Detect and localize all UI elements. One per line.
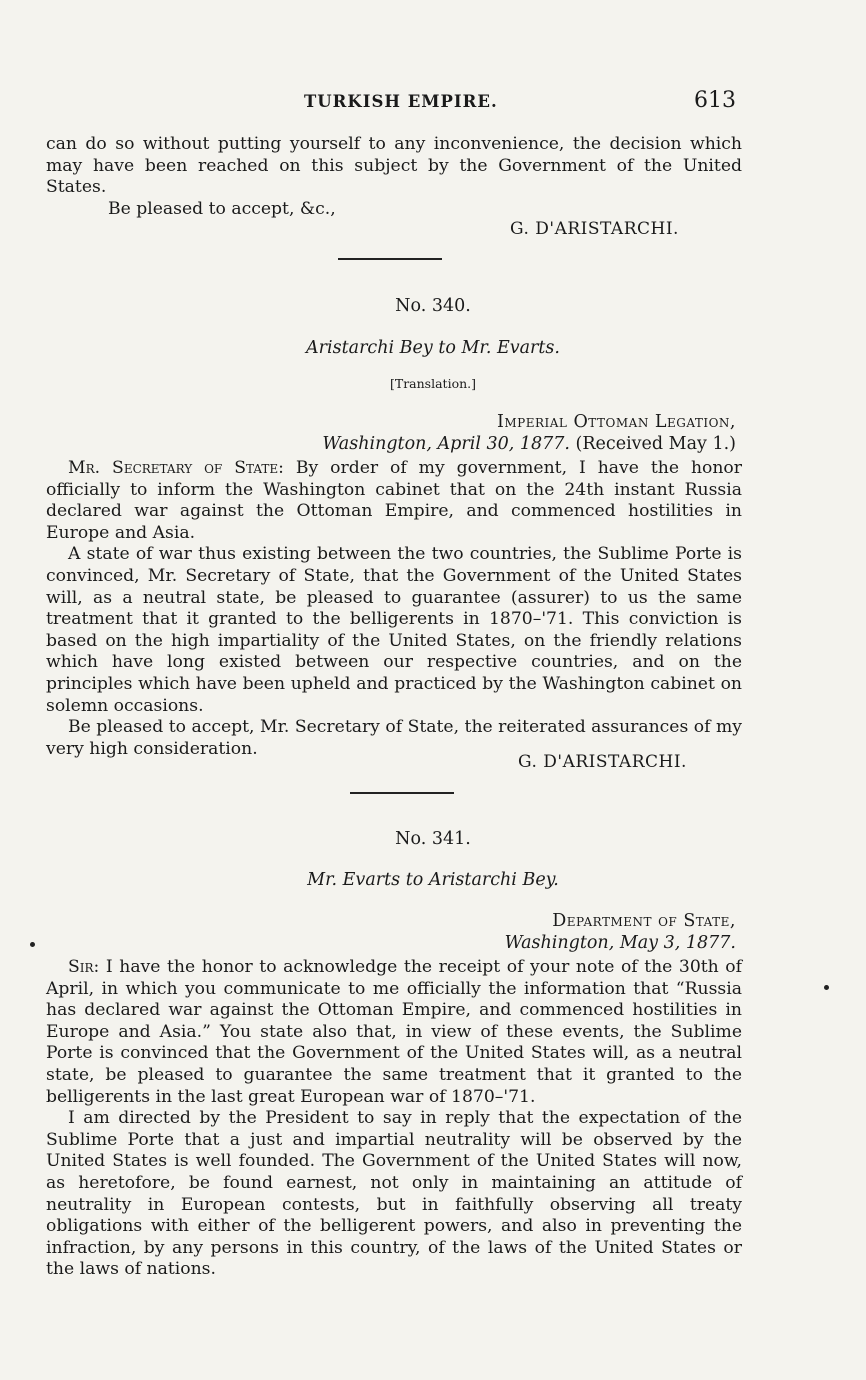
doc-340-signature: G. D'ARISTARCHI. [518,752,687,772]
doc-340-number: No. 340. [395,296,471,316]
continuation-signature: G. D'ARISTARCHI. [510,219,679,239]
page-number: 613 [694,88,736,113]
page-header [300,88,740,118]
doc-340-address [322,411,736,455]
doc-341-paragraph-1 [46,957,742,1108]
doc-340-paragraph-2: A state of war thus existing between the two countries, the Sublime Porte is convinced, Mr. Secretary of State, that the Government of the United States will, as a neutral state, be pleased to guarantee (assurer) to us the same treatment that it granted to the belligerents in 1870–'71. This conviction is based on the high impartiality of the United States, on the friendly relations which have long existed between our respective countries, and on the principles which have been upheld and practiced by the Washington cabinet on solemn occasions. [46,544,742,716]
section-divider [350,792,454,794]
doc-341-paragraph-2: I am directed by the President to say in reply that the expectation of the Sublime Porte that a just and impartial neutrality will be observed by the United States is well founded. The Government of the United States will now, as heretofore, be found earnest, not only in maintaining an attitude of neutrality in European contests, but in faithfully observing all treaty obligations with either of the belligerent powers, and also in preventing the infraction, by any persons in this country, of the laws of the United States or the laws of nations. [46,1108,742,1280]
doc-341-title: Mr. Evarts to Aristarchi Bey. [307,870,559,890]
continuation-closing: Be pleased to accept, &c., [108,198,336,219]
doc-340-org: Imperial Ottoman Legation, [496,412,736,432]
doc-340-title: Aristarchi Bey to Mr. Evarts. [306,338,560,358]
doc-341-place-date: Washington, May 3, 1877. [504,933,736,953]
doc-340-salutation: Mr. Secretary of State: [68,458,284,478]
doc-341-body [46,957,742,1281]
continuation-text [46,134,742,220]
doc-341-paragraph-1-text: I have the honor to acknowledge the receipt of your note of the 30th of April, in which you communicate to me officially the information that “Russia has declared war against the Ottoman Empire, and commenced hostilities in Europe and Asia.” You state also that, in view of these events, the Sublime Porte is convinced that the Government of the United States will, as a neutral state, be pleased to guarantee the same treatment that it granted to the belligerents in the last great European war of 1870–'71. [46,957,743,1107]
doc-341-address [505,910,736,954]
section-divider [338,258,442,260]
scan-speck [824,985,829,990]
doc-340-body [46,458,742,760]
doc-340-dateline [322,433,736,455]
doc-340-received: (Received May 1.) [575,434,736,454]
scan-speck [30,942,35,947]
running-head: TURKISH EMPIRE. [304,92,498,111]
doc-340-paragraph-1-text: By order of my government, I have the honor officially to inform the Washington cabinet that on the 24th instant Russia declared war against the Ottoman Empire, and commenced hostilities in Europe and Asia. [46,458,742,543]
doc-340-place-date: Washington, April 30, 1877. [322,434,570,454]
doc-340-translation-note: [Translation.] [389,376,476,391]
doc-341-salutation: Sir: [68,957,100,977]
doc-340-paragraph-3: Be pleased to accept, Mr. Secretary of State, the reiterated assurances of my very high consideration. [46,717,742,759]
doc-341-number: No. 341. [395,829,471,849]
doc-341-org: Department of State, [552,911,736,931]
continuation-paragraph: can do so without putting yourself to any inconvenience, the decision which may have been reached on this subject by the Government of the United States. [46,134,742,198]
doc-340-paragraph-1 [46,458,742,544]
